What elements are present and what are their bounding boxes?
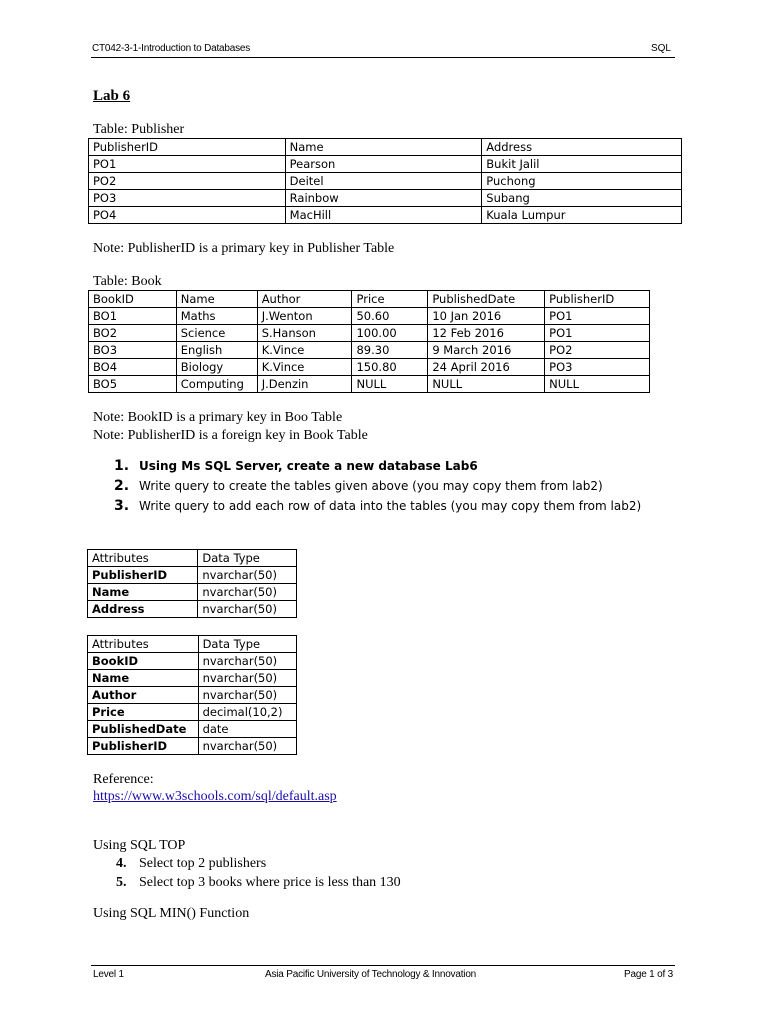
table-cell: nvarchar(50) <box>198 584 297 601</box>
column-header: Price <box>352 291 428 308</box>
table-cell: PO3 <box>89 190 286 207</box>
step-text: Select top 3 books where price is less than 130 <box>139 875 401 890</box>
table-cell: Rainbow <box>285 190 482 207</box>
table-cell: nvarchar(50) <box>198 601 297 618</box>
table-cell: Subang <box>482 190 682 207</box>
table-cell: 24 April 2016 <box>428 359 545 376</box>
table-cell: K.Vince <box>257 342 352 359</box>
step-text: Write query to add each row of data into the tables (you may copy them from lab2) <box>139 499 642 513</box>
column-header: Name <box>176 291 257 308</box>
table-cell: 50.60 <box>352 308 428 325</box>
table-cell: Computing <box>176 376 257 393</box>
sql-top-heading: Using SQL TOP <box>93 838 186 853</box>
table-cell: PublisherID <box>88 567 198 584</box>
column-header: PublisherID <box>545 291 650 308</box>
step-number: 2. <box>114 478 130 494</box>
footer-page-number: Page 1 of 3 <box>624 969 673 980</box>
table-cell: K.Vince <box>257 359 352 376</box>
table-cell: Maths <box>176 308 257 325</box>
reference-link-line <box>93 788 337 805</box>
column-header: Attributes <box>88 636 199 653</box>
note-book-pk: Note: BookID is a primary key in Boo Table <box>93 410 343 425</box>
reference-link[interactable]: https://www.w3schools.com/sql/default.asp <box>93 789 337 804</box>
table-cell: 9 March 2016 <box>428 342 545 359</box>
book-table-caption: Table: Book <box>93 274 162 289</box>
table-row <box>88 653 297 670</box>
table-cell: BO1 <box>89 308 177 325</box>
table-cell: nvarchar(50) <box>198 738 296 755</box>
table-row <box>89 190 682 207</box>
table-cell: PublisherID <box>88 738 199 755</box>
table-row <box>89 173 682 190</box>
list-item <box>114 498 641 514</box>
note-book-fk: Note: PublisherID is a foreign key in Book Table <box>93 428 368 443</box>
table-cell: Pearson <box>285 156 482 173</box>
step-number: 3. <box>114 498 130 514</box>
table-cell: NULL <box>545 376 650 393</box>
table-header-row <box>89 139 682 156</box>
list-item <box>116 874 401 891</box>
table-cell: Name <box>88 584 198 601</box>
step-number: 4. <box>116 856 127 871</box>
step-text: Write query to create the tables given above (you may copy them from lab2) <box>139 479 603 493</box>
publisher-table <box>88 138 682 224</box>
step-bold-text: Lab6 <box>445 459 478 473</box>
column-header: Author <box>257 291 352 308</box>
column-header: Data Type <box>198 636 296 653</box>
lab-title: Lab 6 <box>93 88 131 104</box>
list-item <box>114 478 603 494</box>
table-cell: Puchong <box>482 173 682 190</box>
table-row <box>88 687 297 704</box>
table-cell: nvarchar(50) <box>198 687 296 704</box>
table-row <box>88 584 297 601</box>
table-cell: 100.00 <box>352 325 428 342</box>
table-cell: Deitel <box>285 173 482 190</box>
column-header: PublishedDate <box>428 291 545 308</box>
table-cell: English <box>176 342 257 359</box>
table-cell: BO3 <box>89 342 177 359</box>
header-topic: SQL <box>650 43 671 54</box>
note-publisher-pk: Note: PublisherID is a primary key in Publisher Table <box>93 241 395 256</box>
table-row <box>88 670 297 687</box>
step-text: Select top 2 publishers <box>139 856 267 871</box>
table-cell: nvarchar(50) <box>198 670 296 687</box>
table-row <box>89 156 682 173</box>
table-cell: BO2 <box>89 325 177 342</box>
table-row <box>89 376 650 393</box>
table-cell: PO1 <box>545 325 650 342</box>
column-header: Attributes <box>88 550 198 567</box>
table-cell: BookID <box>88 653 199 670</box>
table-cell: NULL <box>428 376 545 393</box>
step-number: 5. <box>116 875 127 890</box>
table-cell: PO4 <box>89 207 286 224</box>
table-row <box>89 207 682 224</box>
book-schema-table <box>87 635 297 755</box>
table-cell: MacHill <box>285 207 482 224</box>
table-cell: 89.30 <box>352 342 428 359</box>
footer-institution: Asia Pacific University of Technology & Innovation <box>265 969 477 980</box>
table-cell: Price <box>88 704 199 721</box>
table-cell: PO1 <box>89 156 286 173</box>
table-row <box>89 325 650 342</box>
table-cell: NULL <box>352 376 428 393</box>
column-header: BookID <box>89 291 177 308</box>
table-cell: PO1 <box>545 308 650 325</box>
table-row <box>89 342 650 359</box>
table-row <box>88 738 297 755</box>
table-cell: Science <box>176 325 257 342</box>
table-header-row <box>89 291 650 308</box>
header-course: CT042-3-1-Introduction to Databases <box>92 43 251 54</box>
table-cell: 12 Feb 2016 <box>428 325 545 342</box>
list-item <box>114 458 478 474</box>
table-cell: Kuala Lumpur <box>482 207 682 224</box>
table-cell: 10 Jan 2016 <box>428 308 545 325</box>
table-cell: Address <box>88 601 198 618</box>
publisher-table-caption: Table: Publisher <box>93 122 185 137</box>
table-cell: decimal(10,2) <box>198 704 296 721</box>
column-header: Data Type <box>198 550 297 567</box>
publisher-schema-table <box>87 549 297 618</box>
table-row <box>88 567 297 584</box>
table-cell: S.Hanson <box>257 325 352 342</box>
column-header: PublisherID <box>89 139 286 156</box>
column-header: Address <box>482 139 682 156</box>
table-cell: BO4 <box>89 359 177 376</box>
page-footer <box>91 965 675 982</box>
table-cell: PO2 <box>545 342 650 359</box>
table-cell: Bukit Jalil <box>482 156 682 173</box>
table-cell: Name <box>88 670 199 687</box>
table-row <box>89 359 650 376</box>
table-cell: Biology <box>176 359 257 376</box>
sql-min-heading: Using SQL MIN() Function <box>93 906 250 921</box>
page-header <box>91 43 675 58</box>
column-header: Name <box>285 139 482 156</box>
table-row <box>88 704 297 721</box>
table-cell: PublishedDate <box>88 721 199 738</box>
table-cell: nvarchar(50) <box>198 567 297 584</box>
table-cell: J.Wenton <box>257 308 352 325</box>
table-cell: BO5 <box>89 376 177 393</box>
reference-label: Reference: <box>93 772 154 787</box>
table-cell: PO2 <box>89 173 286 190</box>
table-cell: Author <box>88 687 199 704</box>
table-row <box>89 308 650 325</box>
table-cell: J.Denzin <box>257 376 352 393</box>
footer-level: Level 1 <box>93 969 124 980</box>
table-header-row <box>88 550 297 567</box>
table-row <box>88 601 297 618</box>
step-text: Using Ms SQL Server, create a new database <box>139 459 445 473</box>
book-table <box>88 290 650 393</box>
table-cell: nvarchar(50) <box>198 653 296 670</box>
list-item <box>116 855 266 872</box>
table-cell: 150.80 <box>352 359 428 376</box>
table-cell: date <box>198 721 296 738</box>
table-header-row <box>88 636 297 653</box>
table-row <box>88 721 297 738</box>
table-cell: PO3 <box>545 359 650 376</box>
step-number: 1. <box>114 458 130 474</box>
